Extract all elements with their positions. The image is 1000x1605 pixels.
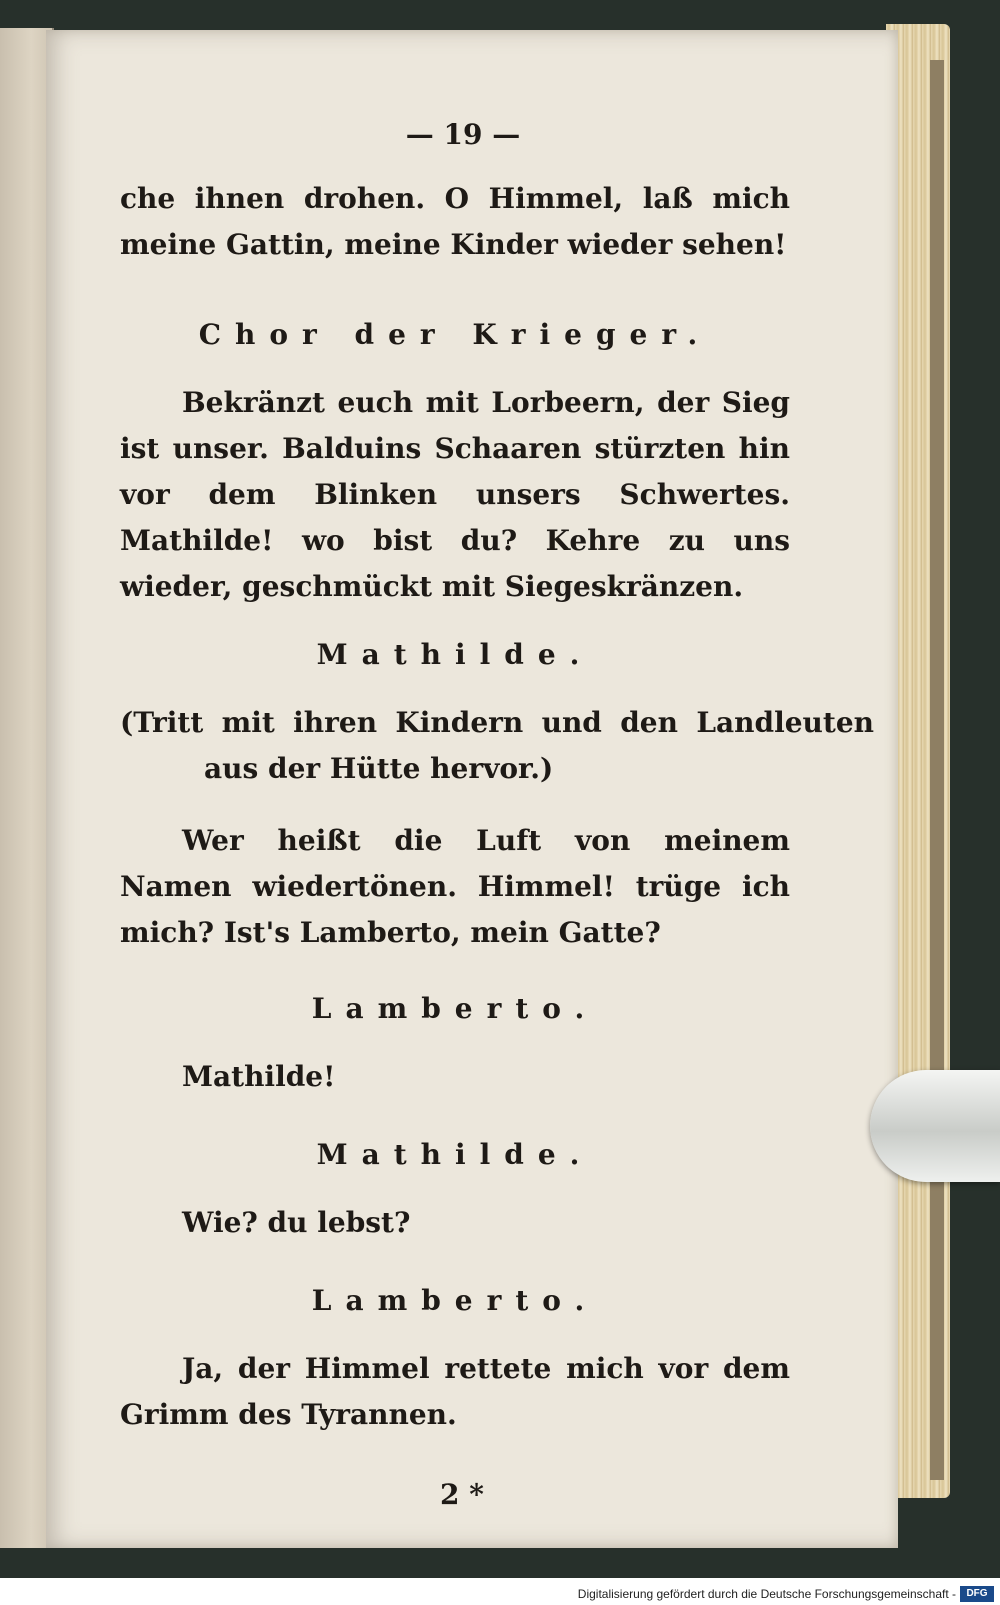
funding-credit: Digitalisierung gefördert durch die Deutsche Forschungsgemeinschaft - bbox=[577, 1587, 956, 1601]
paragraph-lamberto: Mathilde! bbox=[182, 1060, 336, 1093]
paragraph-mathilde: Wer heißt die Luft von meinem Namen wiedertönen. Himmel! trüge ich mich? Ist's Lamberto, mein Gatte? bbox=[120, 824, 790, 949]
page-block-shadow bbox=[930, 60, 944, 1480]
footer-bar bbox=[0, 1584, 1000, 1604]
page-number: — 19 — bbox=[405, 118, 521, 151]
speaker-lamberto: Lamberto. bbox=[311, 992, 599, 1025]
speaker-lamberto-2: Lamberto. bbox=[311, 1284, 599, 1317]
dfg-logo: DFG bbox=[960, 1586, 994, 1602]
paragraph-continuation: che ihnen drohen. O Himmel, laß mich meine Gattin, meine Kinder wieder sehen! bbox=[120, 182, 790, 261]
speaker-mathilde-2: Mathilde. bbox=[316, 1138, 594, 1171]
paragraph-chor: Bekränzt euch mit Lorbeern, der Sieg ist unser. Balduins Schaaren stürzten hin vor dem Blinken unsers Schwertes. Mathilde! wo bist du? Kehre zu uns wieder, geschmückt mit Siegeskränzen. bbox=[120, 386, 790, 603]
paragraph-lamberto-2: Ja, der Himmel rettete mich vor dem Grimm des Tyrannen. bbox=[120, 1352, 790, 1431]
speaker-mathilde: Mathilde. bbox=[316, 638, 594, 671]
stage-direction: (Tritt mit ihren Kindern und den Landleuten aus der Hütte hervor.) bbox=[120, 706, 874, 785]
signature-mark: 2 * bbox=[440, 1478, 484, 1511]
page-clip bbox=[870, 1070, 1000, 1182]
paragraph-mathilde-2: Wie? du lebst? bbox=[182, 1206, 411, 1239]
speaker-chor-der-krieger: Chor der Krieger. bbox=[198, 318, 712, 351]
